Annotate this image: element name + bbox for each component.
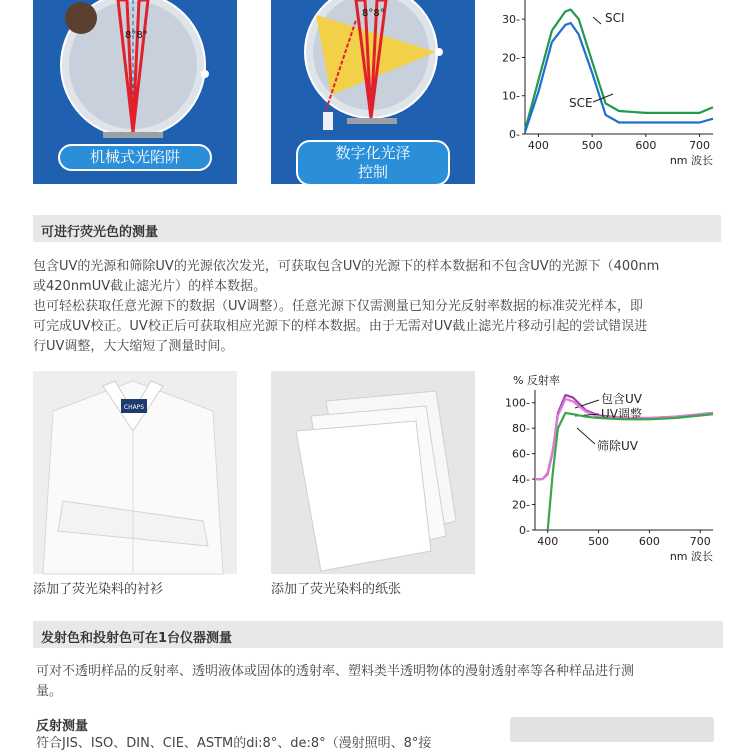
series-leader-line bbox=[577, 428, 595, 444]
series-label: UV调整 bbox=[601, 407, 642, 421]
series-line bbox=[525, 10, 713, 131]
light-source bbox=[323, 112, 333, 130]
x-tick-label: 500 bbox=[588, 535, 610, 548]
series-label: SCI bbox=[605, 11, 625, 25]
series-line bbox=[525, 23, 713, 132]
y-tick-label: 10- bbox=[502, 89, 520, 103]
paper-image bbox=[271, 371, 475, 574]
x-tick-label: 400 bbox=[527, 139, 549, 152]
section2-para-line2: 量。 bbox=[36, 684, 63, 699]
digital-gloss-control-label bbox=[296, 140, 450, 186]
series-label: 筛除UV bbox=[597, 439, 638, 453]
svg-text:8°8°: 8°8° bbox=[362, 8, 385, 19]
y-tick-label: 20- bbox=[502, 51, 520, 65]
reflection-measurement-line1: 符合JIS、ISO、DIN、CIE、ASTM的di:8°、de:8°（漫射照明、8°接 bbox=[36, 736, 432, 751]
shirt-tag-label: CHAPS bbox=[123, 404, 145, 411]
series-leader-line bbox=[593, 17, 601, 24]
x-axis-label: nm 波长 bbox=[669, 154, 713, 167]
y-tick-label: 60- bbox=[512, 447, 530, 461]
y-tick-label: 40- bbox=[512, 473, 530, 487]
x-tick-label: 600 bbox=[635, 139, 657, 152]
x-tick-label: 700 bbox=[689, 535, 711, 548]
section1-para2-line3: 行UV调整，大大缩短了测量时间。 bbox=[33, 339, 234, 354]
section1-para2-line2: 可完成UV校正。UV校正后可获取相应光源下的样本数据。由于无需对UV截止滤光片移动引起的尝试错误进 bbox=[33, 319, 648, 334]
reflectance-chart bbox=[505, 368, 720, 563]
section-emission-title: 发射色和投射色可在1台仪器测量 bbox=[33, 621, 723, 648]
section1-para2-line1: 也可轻松获取任意光源下的数据（UV调整）。任意光源下仅需测量已知分光反射率数据的标准荧光样本，即 bbox=[33, 299, 643, 314]
mechanical-light-trap-label: 机械式光陷阱 bbox=[58, 144, 212, 171]
chart-title: % 反射率 bbox=[513, 374, 560, 387]
y-tick-label: 20- bbox=[512, 498, 530, 512]
sample-plate bbox=[103, 132, 163, 138]
section2-para-line1: 可对不透明样品的反射率、透明液体或固体的透射率、塑料类半透明物体的漫射透射率等各种样品进行测 bbox=[36, 664, 635, 679]
y-tick-label: 100- bbox=[505, 396, 530, 410]
shirt-image bbox=[33, 371, 237, 574]
digital-gloss-label-line1: 数字化光泽 bbox=[335, 144, 411, 162]
paper-caption: 添加了荧光染料的纸张 bbox=[271, 582, 402, 597]
x-tick-label: 600 bbox=[638, 535, 660, 548]
x-tick-label: 400 bbox=[537, 535, 559, 548]
digital-gloss-control-panel bbox=[271, 0, 475, 184]
series-line bbox=[548, 413, 713, 530]
x-tick-label: 700 bbox=[689, 139, 711, 152]
instrument-image bbox=[510, 717, 714, 742]
reflection-measurement-title: 反射测量 bbox=[36, 719, 89, 734]
series-label: 包含UV bbox=[601, 392, 642, 406]
angle-label: 8°8° bbox=[125, 30, 148, 41]
x-tick-label: 500 bbox=[581, 139, 603, 152]
y-tick-label: 0- bbox=[519, 524, 530, 537]
sci-sce-chart bbox=[502, 0, 720, 170]
mechanical-light-trap-panel bbox=[33, 0, 237, 184]
y-tick-label: 0- bbox=[509, 128, 520, 141]
section-fluorescent-title: 可进行荧光色的测量 bbox=[33, 215, 721, 242]
series-label: SCE bbox=[569, 96, 593, 110]
section1-para1-line2: 或420nmUV截止滤光片）的样本数据。 bbox=[33, 279, 267, 294]
shirt-caption: 添加了荧光染料的衬衫 bbox=[33, 582, 164, 597]
y-tick-label: 30- bbox=[502, 13, 520, 27]
light-trap-cup bbox=[65, 2, 97, 34]
section1-para1-line1: 包含UV的光源和筛除UV的光源依次发光，可获取包含UV的光源下的样本数据和不包含UV的光源下（400nm bbox=[33, 259, 660, 274]
digital-gloss-label-line2: 控制 bbox=[357, 162, 388, 181]
x-axis-label: nm 波长 bbox=[669, 550, 713, 563]
y-tick-label: 80- bbox=[512, 422, 530, 436]
